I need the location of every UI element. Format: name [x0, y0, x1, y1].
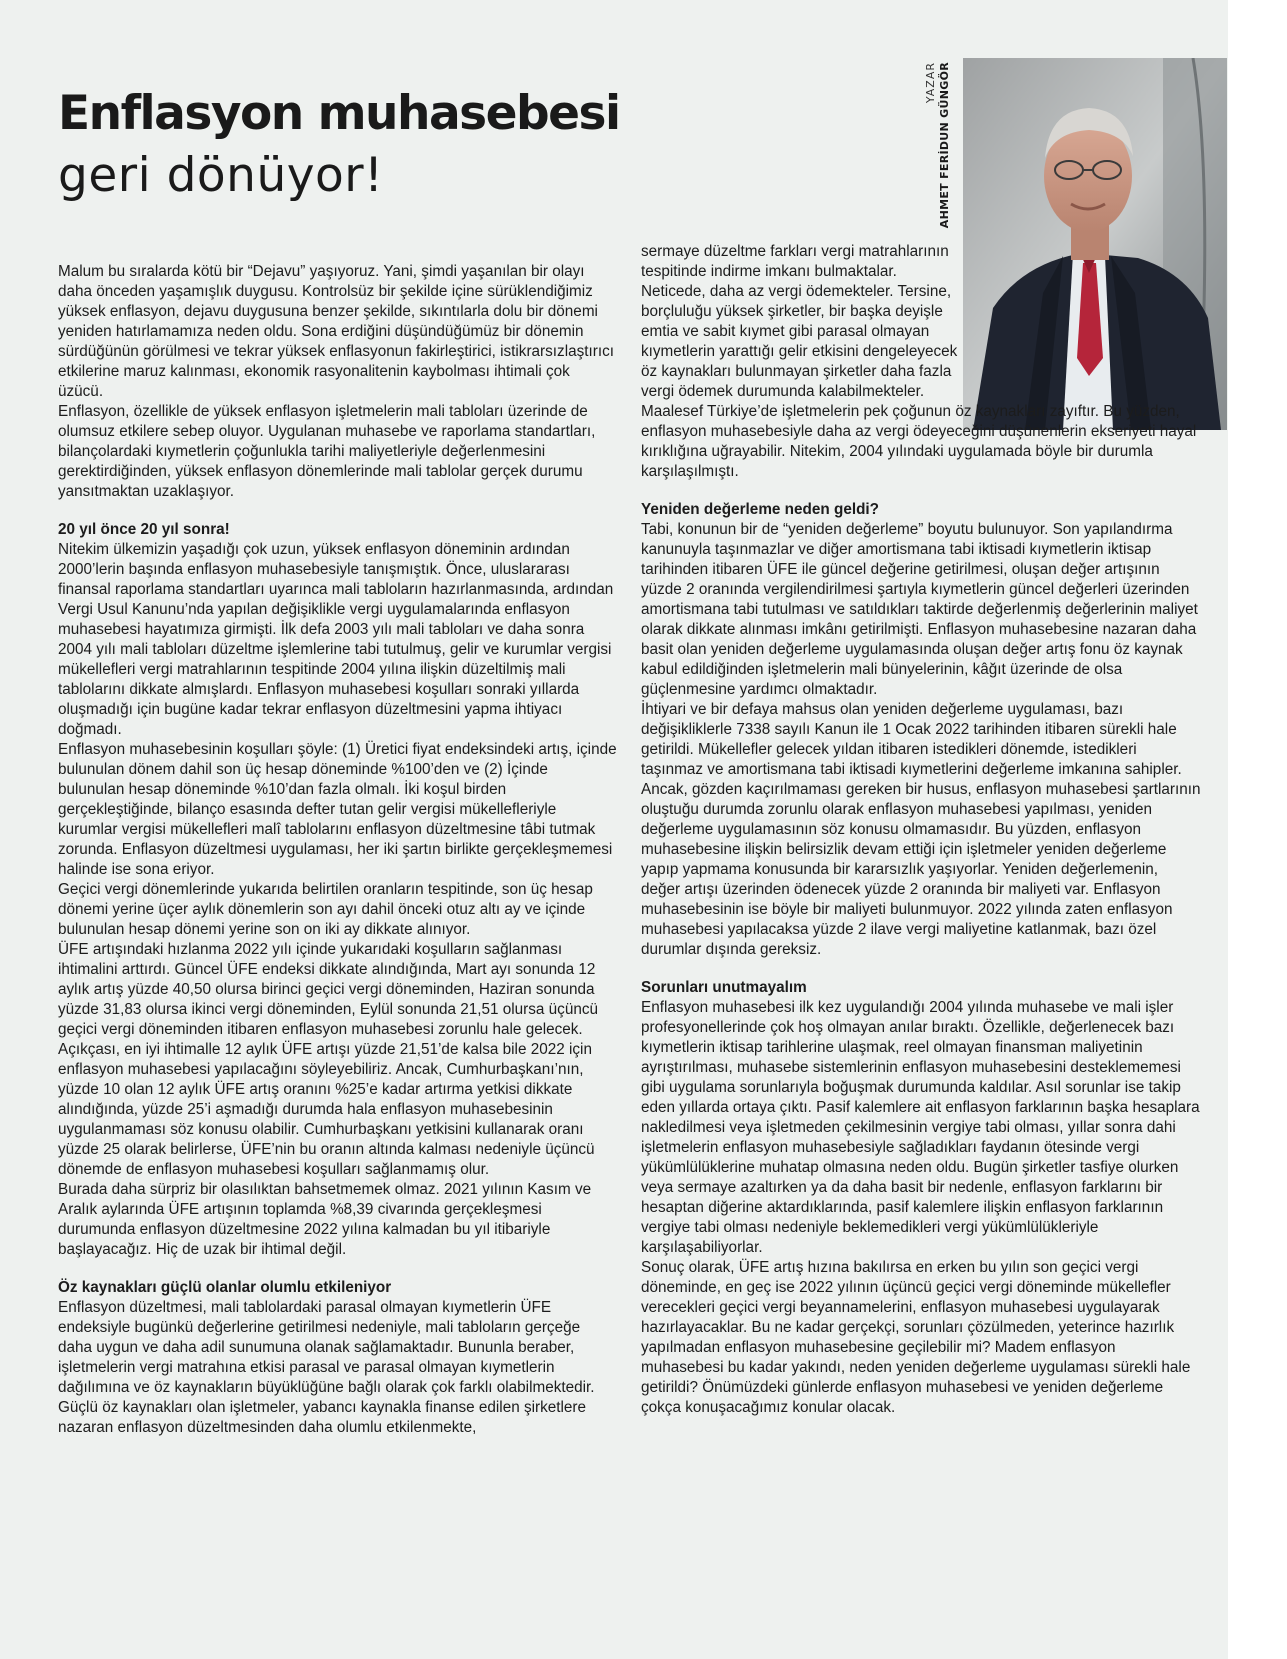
section-gap — [641, 482, 1201, 500]
title-light: geri dönüyor! — [58, 148, 384, 203]
left-column — [58, 262, 618, 1438]
body-paragraph: Enflasyon, özellikle de yüksek enflasyon işletmelerin mali tabloları üzerinde de olumsuz etkilere sebep oluyor. Uygulanan muhasebe ve raporlama standartları, bilançolardaki kıymetlerin çoğunlukla tarihi maliyetleriyle değerlenmesini gerektirdiğinden, yüksek enflasyon dönemlerinde mali tablolar gerçek durumu yansıtmaktan uzaklaşıyor. — [58, 403, 596, 500]
author-role: YAZAR — [924, 62, 937, 104]
author-name: AHMET FERİDUN GÜNGÖR — [938, 62, 951, 229]
section-heading: Öz kaynakları güçlü olanlar olumlu etkileniyor — [58, 1279, 392, 1296]
body-paragraph: Burada daha sürpriz bir olasılıktan bahsetmemek olmaz. 2021 yılının Kasım ve Aralık aylarında ÜFE artışının toplamda %8,39 civarında gerçekleşmesi durumunda enflasyon düzeltmesine 2022 yılına kalmadan bu yıl itibariyle başlayacağız. Hiç de uzak bir ihtimal değil. — [58, 1181, 592, 1258]
body-paragraph: Sonuç olarak, ÜFE artış hızına bakılırsa en erken bu yılın son geçici vergi döneminde, en geç ise 2022 yılının üçüncü geçici vergi döneminde mükellefler verecekleri geçici vergi beyannamelerini, enflasyon muhasebesi uygulayarak hazırlayacaklar. Bu ne kadar gerçekçi, sorunları çözülmeden, yeterince hazırlık yapılmadan enflasyon muhasebesine geçilebilir mi? Madem enflasyon muhasebesi bu kadar yakındı, neden yeniden değerleme uygulaması sürekli hale getirildi? Önümüzdeki günlerde enflasyon muhasebesi ve yeniden değerleme çokça konuşacağımız konular olacak. — [641, 1259, 1191, 1416]
body-paragraph: Açıkçası, en iyi ihtimalle 12 aylık ÜFE artışı yüzde 21,51’de kalsa bile 2022 için enflasyon muhasebesi yapılacağını söyleyebiliriz. Ancak, Cumhurbaşkanı’nın, yüzde 10 olan 12 aylık ÜFE artış oranını %25’e kadar artırma yetkisi dikkate alındığında, yüzde 25’i aşmadığı durumda hala enflasyon muhasebesinin uygulanmaması söz konusu olabilir. Cumhurbaşkanı yetkisini kullanarak oranı yüzde 25 olarak belirlerse, ÜFE’nin bu oranın altında kalması nedeniyle üçüncü dönemde de enflasyon muhasebesi koşulları sağlanmamış olur. — [58, 1041, 595, 1178]
section-heading: 20 yıl önce 20 yıl sonra! — [58, 521, 230, 538]
body-paragraph: Tabi, konunun bir de “yeniden değerleme” boyutu bulunuyor. Son yapılandırma kanunuyla taşınmazlar ve diğer amortismana tabi iktisadi kıymetlerin iktisap tarihinden itibaren ÜFE ile güncel değerine getirilmesi, oluşan değer artışının yüzde 2 oranında vergilendirilmesi şartıyla kıymetlerin güncel değerleri üzerinden amortismana tabi tutulması ve satıldıkları taktirde değerlenmiş değerlerinin maliyet olarak dikkate alınması imkânı getirilmişti. Enflasyon muhasebesine nazaran daha basit olan yeniden değerleme uygulamasında oluşan değer artış fonu öz kaynak kabul edildiğinden işletmelerin mali bünyelerinin, kâğıt üzerinde de olsa güçlenmesine yardımcı olmaktadır. — [641, 521, 1198, 698]
body-paragraph: Maalesef Türkiye’de işletmelerin pek çoğunun öz kaynakları zayıftır. Bu yüzden, enflasyon muhasebesiyle daha az vergi ödeyeceğini düşünenlerin ekseriyeti hayal kırıklığına uğrayabilir. Nitekim, 2004 yılındaki uygulamada böyle bir durumla karşılaşılmıştı. — [641, 403, 1197, 480]
body-paragraph: Enflasyon muhasebesi ilk kez uygulandığı 2004 yılında muhasebe ve mali işler profesyonellerinde çok hoş olmayan anılar bıraktı. Özellikle, değerlenecek bazı kıymetlerin iktisap tarihlerine ulaşmak, reel olmayan finansman maliyetinin ayrıştırılması, muhasebe sistemlerinin enflasyon muhasebesini desteklememesi gibi uygulama sorunlarıyla boğuşmak durumunda kaldılar. Asıl sorunlar ise takip eden yıllarda ortaya çıktı. Pasif kalemlere ait enflasyon farklarının başka hesaplara nakledilmesi veya işletmeden çekilmesinin vergiye tabi olması, yıllar sonra dahi işletmelerin enflasyon muhasebesiyle sağladıkları faydanın ötesinde vergi yükümlülüklerine muhatap olmasına neden oldu. Bugün şirketler tasfiye olurken veya sermaye azaltırken ya da daha basit bir nedenle, enflasyon farklarını bir hesaptan diğerine aktardıklarında, pasif kalemlere ilişkin enflasyon farklarının vergiye tabi olması nedeniyle beklemedikleri vergi yükümlülükleriyle karşılaşabiliyorlar. — [641, 999, 1200, 1256]
section-gap — [58, 502, 618, 520]
right-column — [641, 242, 1201, 1418]
section-heading: Sorunları unutmayalım — [641, 979, 807, 996]
title-bold: Enflasyon muhasebesi — [58, 86, 620, 141]
section-gap — [58, 1260, 618, 1278]
right-column-top-paragraph: sermaye düzeltme farkları vergi matrahlarının tespitinde indirme imkanı bulmaktalar. Neticede, daha az vergi ödemekteler. Tersine, borçluluğu yüksek şirketler, bir başka deyişle emtia ve sabit kıymet gibi parasal olmayan kıymetlerin yarattığı gelir etkisini dengeleyecek öz kaynakları bulunmayan şirketler daha fazla vergi ödemek durumunda kalabilmekteler. — [641, 243, 958, 400]
body-paragraph: Enflasyon muhasebesinin koşulları şöyle: (1) Üretici fiyat endeksindeki artış, içinde bulunulan dönem dahil son üç hesap döneminde %100’den ve (2) İçinde bulunulan hesap döneminde %10’dan fazla olmalı. İki koşul birden gerçekleştiğinde, bilanço esasında defter tutan gelir vergisi mükellefleriyle kurumlar vergisi mükellefleri malî tablolarını enflasyon düzeltmesine tâbi tutmak zorunda. Enflasyon düzeltmesi uygulaması, her iki şartın birlikte gerçekleşmemesi halinde ise sona eriyor. — [58, 741, 617, 878]
body-paragraph: Nitekim ülkemizin yaşadığı çok uzun, yüksek enflasyon döneminin ardından 2000’lerin başında enflasyon muhasebesiyle tanışmıştık. Önce, uluslararası finansal raporlama standartları uyarınca mali tabloların hazırlanmasında, ardından Vergi Usul Kanunu’nda yapılan değişiklikle vergi uygulamalarında enflasyon muhasebesi hayatımıza girmişti. İlk defa 2003 yılı mali tabloları ve daha sonra 2004 yılı mali tabloları düzeltme işlemlerine tabi tutulmuş, gelir ve kurumlar vergisi mükellefleri vergi matrahlarının tespitinde 2004 yılına ilişkin düzeltilmiş mali tablolarını dikkate almışlardı. Enflasyon muhasebesi koşulları sonraki yıllarda oluşmadığı için bugüne kadar tekrar enflasyon düzeltmesini yapma ihtiyacı doğmadı. — [58, 541, 614, 738]
section-gap — [641, 960, 1201, 978]
body-paragraph: İhtiyari ve bir defaya mahsus olan yeniden değerleme uygulaması, bazı değişikliklerle 7338 sayılı Kanun ile 1 Ocak 2022 tarihinden itibaren sürekli hale getirildi. Mükellefler gelecek yıldan itibaren istedikleri dönemde, istedikleri taşınmaz ve amortismana tabi iktisadi kıymetlerini değerleme imkanına sahipler. Ancak, gözden kaçırılmaması gereken bir husus, enflasyon muhasebesi şartlarının oluştuğu durumda zorunlu olarak enflasyon muhasebesi yapılması, yeniden değerleme uygulamasının söz konusu olmamasıdır. Bu yüzden, enflasyon muhasebesine ilişkin belirsizlik devam ettiği için işletmeler yeniden değerleme yapıp yapmama konusunda bir kararsızlık yaşıyorlar. Yeniden değerlemenin, değer artışı üzerinden ödenecek yüzde 2 oranında bir maliyeti var. Enflasyon muhasebesinin ise böyle bir maliyeti bulunmuyor. 2022 yılında zaten enflasyon muhasebesi yapılacaksa yüzde 2 ilave vergi maliyetine katlanmak, bazı özel durumlar dışında gereksiz. — [641, 701, 1201, 958]
article-title — [58, 86, 620, 206]
section-heading: Yeniden değerleme neden geldi? — [641, 501, 880, 518]
body-paragraph: ÜFE artışındaki hızlanma 2022 yılı içinde yukarıdaki koşulların sağlanması ihtimalini arttırdı. Güncel ÜFE endeksi dikkate alındığında, Mart ayı sonunda 12 aylık artış yüzde 40,50 olursa birinci geçici vergi döneminden, Haziran sonunda yüzde 31,83 olursa ikinci vergi döneminden, Eylül sonunda 21,51 olursa üçüncü geçici vergi döneminden itibaren enflasyon muhasebesi zorunlu hale gelecek. — [58, 941, 598, 1038]
body-paragraph: Geçici vergi dönemlerinde yukarıda belirtilen oranların tespitinde, son üç hesap dönemi yerine üçer aylık dönemlerin son ayı dahil önceki otuz altı ay ve içinde bulunulan hesap dönemi yerine son on iki ay dikkate alınıyor. — [58, 881, 593, 938]
body-paragraph: Malum bu sıralarda kötü bir “Dejavu” yaşıyoruz. Yani, şimdi yaşanılan bir olayı daha önceden yaşamışlık duygusu. Kontrolsüz bir şekilde içine sürüklendiğimiz yüksek enflasyon, dejavu duygusuna benzer şekilde, sıkıntılarla dolu bir dönemi yeniden hatırlamamıza neden oldu. Sona erdiğini düşündüğümüz bir dönemin sürdüğünün görülmesi ve tekrar yüksek enflasyonun fakirleştirici, istikrarsızlaştırıcı etkilerine maruz kalınması, ekonomik rasyonalitenin kaybolması ihtimali çok üzücü. — [58, 263, 614, 400]
body-paragraph: Enflasyon düzeltmesi, mali tablolardaki parasal olmayan kıymetlerin ÜFE endeksiyle bugünkü değerlerine getirilmesi nedeniyle, mali tabloların gerçeğe daha uygun ve daha adil sunumuna olanak sağlamaktadır. Bununla beraber, işletmelerin vergi matrahına etkisi parasal ve parasal olmayan kıymetlerin dağılımına ve öz kaynakların büyüklüğüne bağlı olarak çok farklı olabilmektedir. Güçlü öz kaynakları olan işletmeler, yabancı kaynakla finanse edilen şirketlere nazaran enflasyon düzeltmesinden daha olumlu etkilenmekte, — [58, 1299, 595, 1436]
